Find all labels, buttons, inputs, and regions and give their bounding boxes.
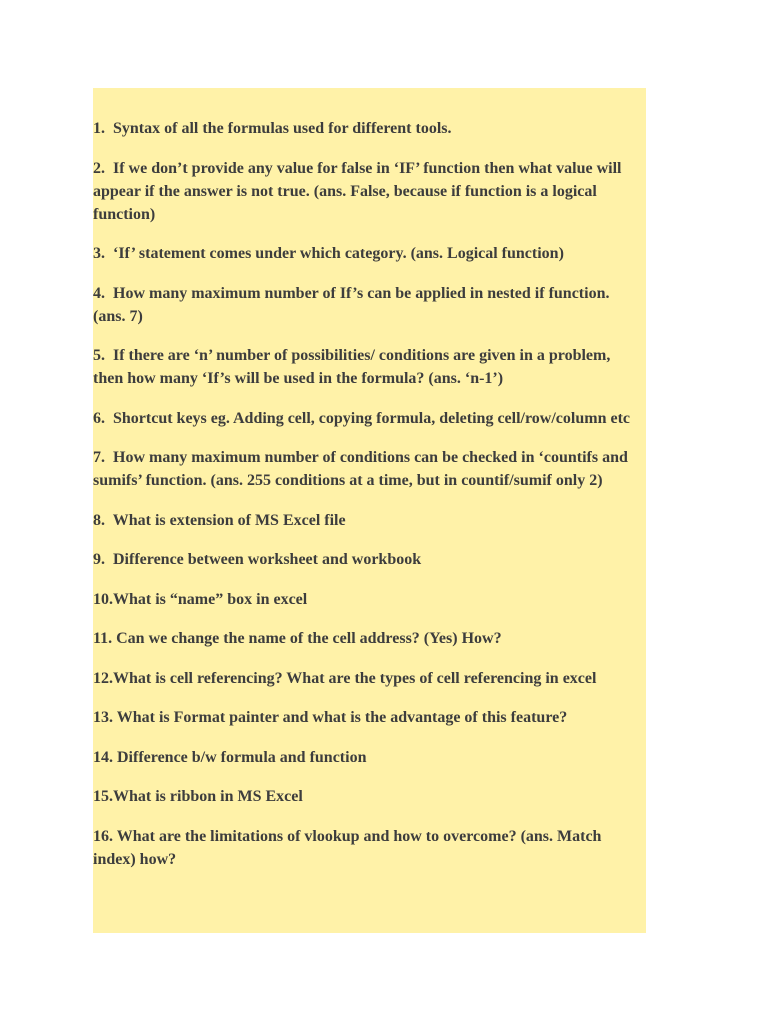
question-item: 14. Difference b/w formula and function xyxy=(93,748,367,766)
question-item: 13. What is Format painter and what is the advantage of this feature? xyxy=(93,709,568,726)
question-item: 6. Shortcut keys eg. Adding cell, copying formula, deleting cell/row/column etc xyxy=(93,409,631,427)
question-list xyxy=(93,117,638,887)
question-item: 15.What is ribbon in MS Excel xyxy=(93,788,303,805)
question-item: 11. Can we change the name of the cell address? (Yes) How? xyxy=(93,630,502,647)
question-item: 4. How many maximum number of If’s can be applied in nested if function. (ans. 7) xyxy=(93,284,614,325)
question-item: 12.What is cell referencing? What are the types of cell referencing in excel xyxy=(93,669,597,687)
question-item: 8. What is extension of MS Excel file xyxy=(93,511,346,529)
question-item: 5. If there are ‘n’ number of possibilities/ conditions are given in a problem, then how many ‘If’s will be used in the formula? (ans. ‘n-1’) xyxy=(93,347,615,387)
question-item: 7. How many maximum number of conditions can be checked in ‘countifs and sumifs’ function. (ans. 255 conditions at a time, but in countif/sumif only 2) xyxy=(93,449,632,489)
question-item: 10.What is “name” box in excel xyxy=(93,590,308,608)
question-item: 3. ‘If’ statement comes under which category. (ans. Logical function) xyxy=(93,245,564,262)
question-item: 16. What are the limitations of vlookup and how to overcome? (ans. Match index) how? xyxy=(93,827,606,868)
question-item: 9. Difference between worksheet and workbook xyxy=(93,551,422,568)
question-item: 2. If we don’t provide any value for false in ‘IF’ function then what value will appear if the answer is not true. (ans. False, because if function is a logical function) xyxy=(93,159,626,223)
question-item: 1. Syntax of all the formulas used for different tools. xyxy=(93,120,452,137)
